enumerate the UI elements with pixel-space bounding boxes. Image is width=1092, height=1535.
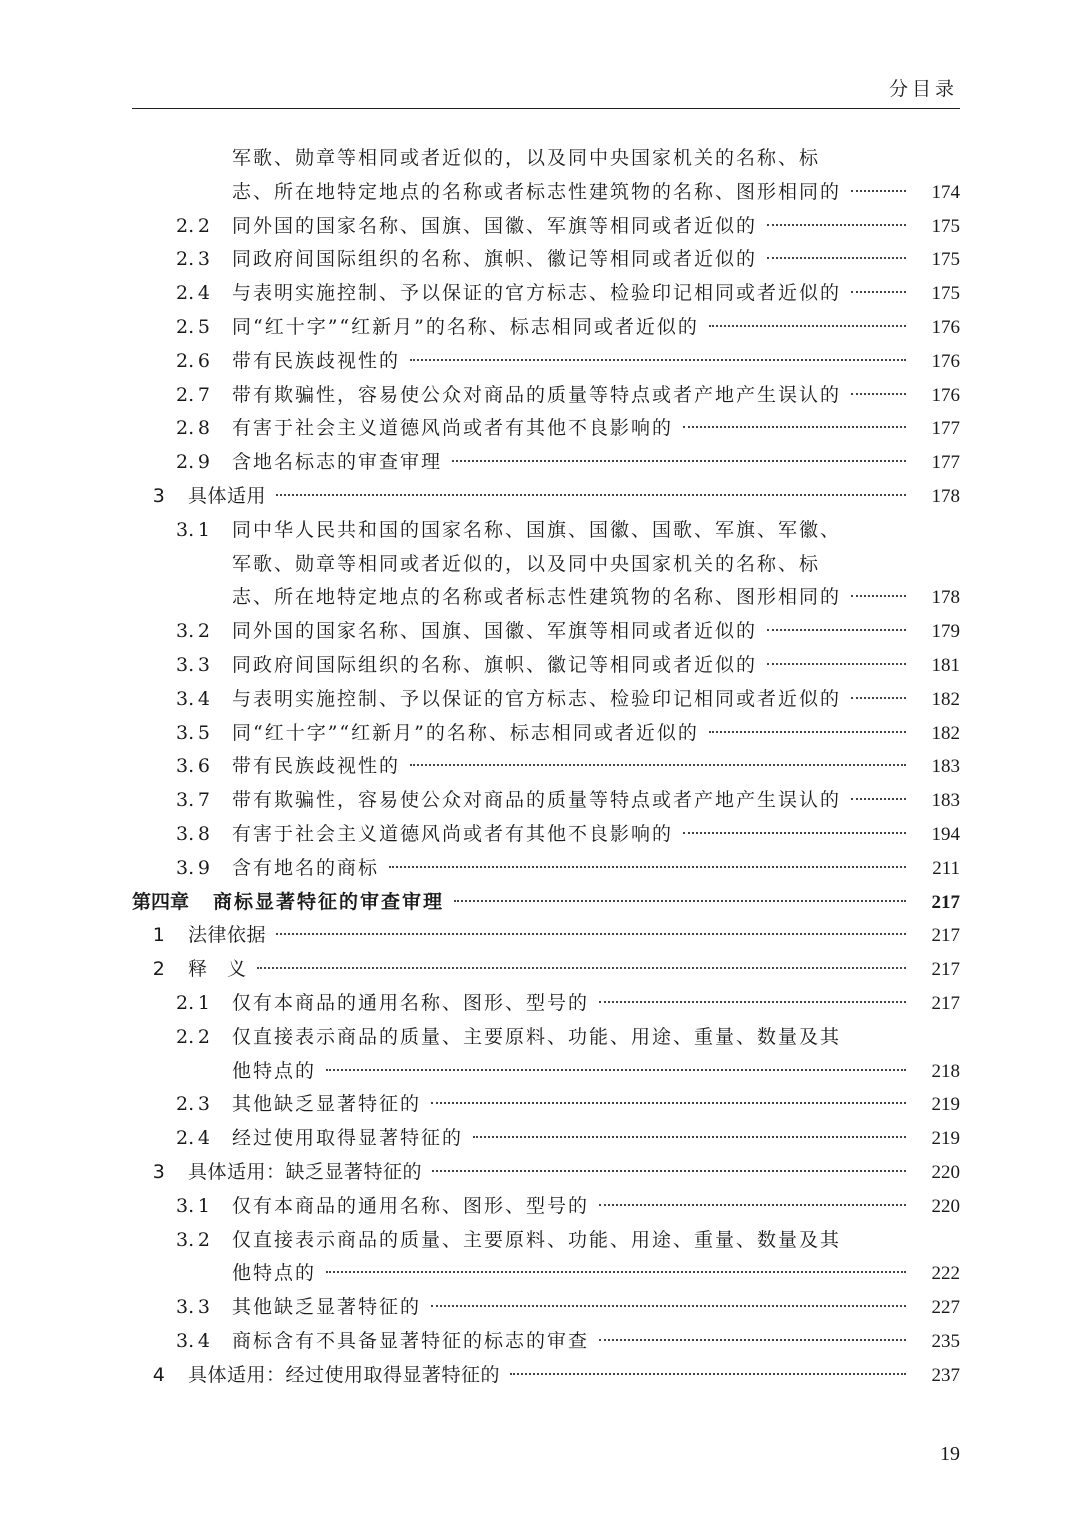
toc-entry (132, 412, 960, 446)
toc-entry-title: 与表明实施控制、予以保证的官方标志、检验印记相同或者近似的 (232, 687, 842, 710)
toc-entry-number: 2. 2 (176, 214, 211, 237)
toc-entry-page: 176 (931, 316, 960, 338)
dot-leader (767, 629, 906, 631)
toc-entry (132, 1224, 960, 1258)
toc-entry-number: 3. 2 (176, 620, 211, 643)
toc-entry (132, 548, 960, 582)
toc-entry-number: 3 (152, 484, 166, 507)
toc-entry-title: 军歌、勋章等相同或者近似的，以及同中央国家机关的名称、标 (232, 147, 821, 169)
toc-entry-page: 211 (932, 857, 960, 879)
toc-entry-number: 1 (152, 924, 166, 947)
toc-entry-page: 181 (931, 654, 960, 676)
toc-entry-page: 177 (931, 418, 960, 440)
toc-entry-title: 同政府间国际组织的名称、旗帜、徽记等相同或者近似的 (232, 248, 758, 271)
toc-entry-title: 商标含有不具备显著特征的标志的审查 (232, 1329, 590, 1352)
toc-entry-number: 3. 4 (176, 1329, 211, 1352)
toc-entry (132, 1325, 960, 1359)
toc-entry-number: 3. 5 (176, 721, 211, 744)
toc-entry-page: 217 (931, 992, 960, 1014)
toc-entry-page: 217 (931, 891, 960, 913)
toc-entry (132, 1156, 960, 1190)
dot-leader (767, 257, 906, 259)
toc-entry-title: 经过使用取得显著特征的 (232, 1127, 464, 1150)
table-of-contents (132, 142, 960, 1392)
dot-leader (851, 291, 906, 293)
toc-entry-page: 227 (931, 1297, 960, 1319)
toc-entry-title: 与表明实施控制、予以保证的官方标志、检验印记相同或者近似的 (232, 282, 842, 305)
section-title: 分目录 (888, 78, 958, 100)
toc-entry-page: 183 (931, 790, 960, 812)
dot-leader (431, 1305, 906, 1307)
toc-entry (132, 142, 960, 176)
toc-entry-title: 其他缺乏显著特征的 (232, 1093, 422, 1116)
toc-entry-page: 178 (931, 587, 960, 609)
toc-entry-title: 志、所在地特定地点的名称或者标志性建筑物的名称、图形相同的 (232, 180, 842, 203)
dot-leader (851, 393, 906, 395)
toc-entry-page: 175 (931, 215, 960, 237)
toc-entry-title: 具体适用：缺乏显著特征的 (188, 1160, 423, 1183)
toc-entry-page: 176 (931, 350, 960, 372)
toc-entry (132, 446, 960, 480)
toc-entry-title: 仅直接表示商品的质量、主要原料、功能、用途、重量、数量及其 (232, 1025, 842, 1048)
toc-entry-number: 第四章 (132, 890, 190, 913)
toc-entry-page: 178 (931, 485, 960, 507)
toc-entry (132, 852, 960, 886)
toc-entry-number: 2. 9 (176, 451, 211, 474)
toc-entry-number: 3. 1 (176, 1194, 211, 1217)
toc-entry-page: 220 (931, 1195, 960, 1217)
toc-entry-number: 2. 4 (176, 1127, 211, 1150)
toc-entry (132, 683, 960, 717)
dot-leader (431, 1102, 906, 1104)
toc-entry-number: 3. 3 (176, 653, 211, 676)
toc-entry-page: 235 (931, 1330, 960, 1352)
dot-leader (410, 359, 906, 361)
toc-entry (132, 1122, 960, 1156)
toc-entry-page: 182 (931, 722, 960, 744)
toc-entry-number: 3. 6 (176, 755, 211, 778)
toc-entry (132, 1359, 960, 1393)
dot-leader (326, 1069, 906, 1071)
dot-leader (276, 933, 906, 935)
toc-entry-page: 177 (931, 452, 960, 474)
toc-entry-page: 183 (931, 756, 960, 778)
toc-entry-page: 174 (931, 181, 960, 203)
dot-leader (851, 697, 906, 699)
toc-entry-title: 法律依据 (188, 924, 267, 947)
dot-leader (599, 1204, 906, 1206)
toc-entry (132, 987, 960, 1021)
toc-entry-number: 4 (152, 1363, 166, 1386)
toc-entry (132, 514, 960, 548)
toc-entry (132, 1055, 960, 1089)
toc-entry-page: 182 (931, 688, 960, 710)
toc-entry-title: 有害于社会主义道德风尚或者有其他不良影响的 (232, 822, 674, 845)
toc-entry (132, 818, 960, 852)
toc-entry-page: 217 (931, 959, 960, 981)
toc-entry-title: 他特点的 (232, 1262, 317, 1285)
toc-entry-title: 其他缺乏显著特征的 (232, 1296, 422, 1319)
toc-entry-page: 237 (931, 1364, 960, 1386)
toc-entry (132, 1257, 960, 1291)
toc-entry-number: 3. 3 (176, 1296, 211, 1319)
toc-entry (132, 176, 960, 210)
toc-entry-title: 具体适用 (188, 484, 267, 507)
dot-leader (389, 866, 906, 868)
toc-entry (132, 1190, 960, 1224)
toc-entry-title: 商标显著特征的审查审理 (213, 890, 445, 913)
toc-entry (132, 717, 960, 751)
toc-entry-page: 220 (931, 1161, 960, 1183)
toc-entry (132, 480, 960, 514)
toc-entry-title: 他特点的 (232, 1059, 317, 1082)
toc-entry-page: 219 (931, 1094, 960, 1116)
toc-entry-number: 3. 4 (176, 687, 211, 710)
toc-entry (132, 277, 960, 311)
toc-entry (132, 649, 960, 683)
toc-entry (132, 243, 960, 277)
dot-leader (454, 900, 906, 902)
toc-entry-page: 175 (931, 249, 960, 271)
dot-leader (767, 663, 906, 665)
toc-entry (132, 1021, 960, 1055)
toc-entry (132, 1291, 960, 1325)
toc-entry-number: 2. 1 (176, 991, 211, 1014)
toc-entry (132, 379, 960, 413)
toc-entry (132, 1088, 960, 1122)
toc-entry-title: 仅直接表示商品的质量、主要原料、功能、用途、重量、数量及其 (232, 1228, 842, 1251)
toc-entry-title: 同“红十字”“红新月”的名称、标志相同或者近似的 (232, 315, 699, 338)
toc-entry-title: 带有欺骗性，容易使公众对商品的质量等特点或者产地产生误认的 (232, 789, 842, 812)
toc-entry-number: 3. 1 (176, 518, 211, 541)
toc-entry-title: 同外国的国家名称、国旗、国徽、军旗等相同或者近似的 (232, 214, 758, 237)
toc-entry-title: 同外国的国家名称、国旗、国徽、军旗等相同或者近似的 (232, 620, 758, 643)
toc-entry-title: 带有欺骗性，容易使公众对商品的质量等特点或者产地产生误认的 (232, 383, 842, 406)
toc-entry-page: 219 (931, 1128, 960, 1150)
dot-leader (709, 731, 906, 733)
toc-entry-title: 释 义 (188, 958, 247, 981)
toc-entry-number: 2. 3 (176, 248, 211, 271)
dot-leader (432, 1170, 906, 1172)
dot-leader (257, 967, 906, 969)
toc-entry-page: 218 (931, 1060, 960, 1082)
dot-leader (851, 595, 906, 597)
toc-entry-number: 3. 8 (176, 822, 211, 845)
toc-entry-title: 同中华人民共和国的国家名称、国旗、国徽、国歌、军旗、军徽、 (232, 518, 842, 541)
dot-leader (276, 494, 906, 496)
toc-entry-number: 3. 9 (176, 856, 211, 879)
toc-entry-number: 2 (152, 958, 166, 981)
page-header (132, 70, 960, 109)
dot-leader (326, 1271, 906, 1273)
dot-leader (510, 1373, 906, 1375)
toc-entry (132, 750, 960, 784)
toc-entry-number: 2. 8 (176, 417, 211, 440)
toc-entry (132, 886, 960, 920)
toc-entry-title: 军歌、勋章等相同或者近似的，以及同中央国家机关的名称、标 (232, 552, 821, 575)
dot-leader (709, 325, 906, 327)
toc-entry-title: 带有民族歧视性的 (232, 755, 401, 778)
dot-leader (851, 190, 906, 192)
toc-entry-number: 2. 7 (176, 383, 211, 406)
toc-entry (132, 345, 960, 379)
toc-entry-title: 同“红十字”“红新月”的名称、标志相同或者近似的 (232, 721, 699, 744)
page-number: 19 (940, 1443, 960, 1465)
dot-leader (473, 1136, 906, 1138)
toc-entry (132, 210, 960, 244)
dot-leader (410, 764, 906, 766)
toc-entry-page: 175 (931, 283, 960, 305)
toc-entry (132, 581, 960, 615)
toc-entry-title: 含地名标志的审查审理 (232, 451, 443, 474)
toc-entry-title: 含有地名的商标 (232, 856, 380, 879)
dot-leader (452, 460, 906, 462)
dot-leader (851, 798, 906, 800)
toc-entry-page: 179 (931, 621, 960, 643)
toc-entry-number: 2. 5 (176, 315, 211, 338)
dot-leader (683, 832, 906, 834)
toc-entry-title: 有害于社会主义道德风尚或者有其他不良影响的 (232, 417, 674, 440)
dot-leader (599, 1001, 906, 1003)
toc-entry-title: 带有民族歧视性的 (232, 349, 401, 372)
toc-entry (132, 953, 960, 987)
toc-entry-number: 2. 2 (176, 1025, 211, 1048)
toc-entry-title: 仅有本商品的通用名称、图形、型号的 (232, 1194, 590, 1217)
toc-entry-number: 3. 2 (176, 1228, 211, 1251)
dot-leader (683, 426, 906, 428)
toc-entry-page: 194 (931, 823, 960, 845)
toc-entry (132, 919, 960, 953)
toc-entry-page: 222 (931, 1263, 960, 1285)
toc-entry-number: 2. 6 (176, 349, 211, 372)
dot-leader (767, 224, 906, 226)
toc-entry-title: 志、所在地特定地点的名称或者标志性建筑物的名称、图形相同的 (232, 586, 842, 609)
toc-entry-number: 3 (152, 1160, 166, 1183)
toc-entry-title: 仅有本商品的通用名称、图形、型号的 (232, 991, 590, 1014)
toc-entry-title: 同政府间国际组织的名称、旗帜、徽记等相同或者近似的 (232, 653, 758, 676)
dot-leader (599, 1339, 906, 1341)
toc-entry (132, 615, 960, 649)
toc-entry-page: 176 (931, 384, 960, 406)
toc-entry-page: 217 (931, 925, 960, 947)
toc-entry-number: 2. 4 (176, 282, 211, 305)
toc-entry-title: 具体适用：经过使用取得显著特征的 (188, 1363, 501, 1386)
toc-entry-number: 2. 3 (176, 1093, 211, 1116)
toc-entry (132, 311, 960, 345)
toc-entry (132, 784, 960, 818)
toc-entry-number: 3. 7 (176, 789, 211, 812)
